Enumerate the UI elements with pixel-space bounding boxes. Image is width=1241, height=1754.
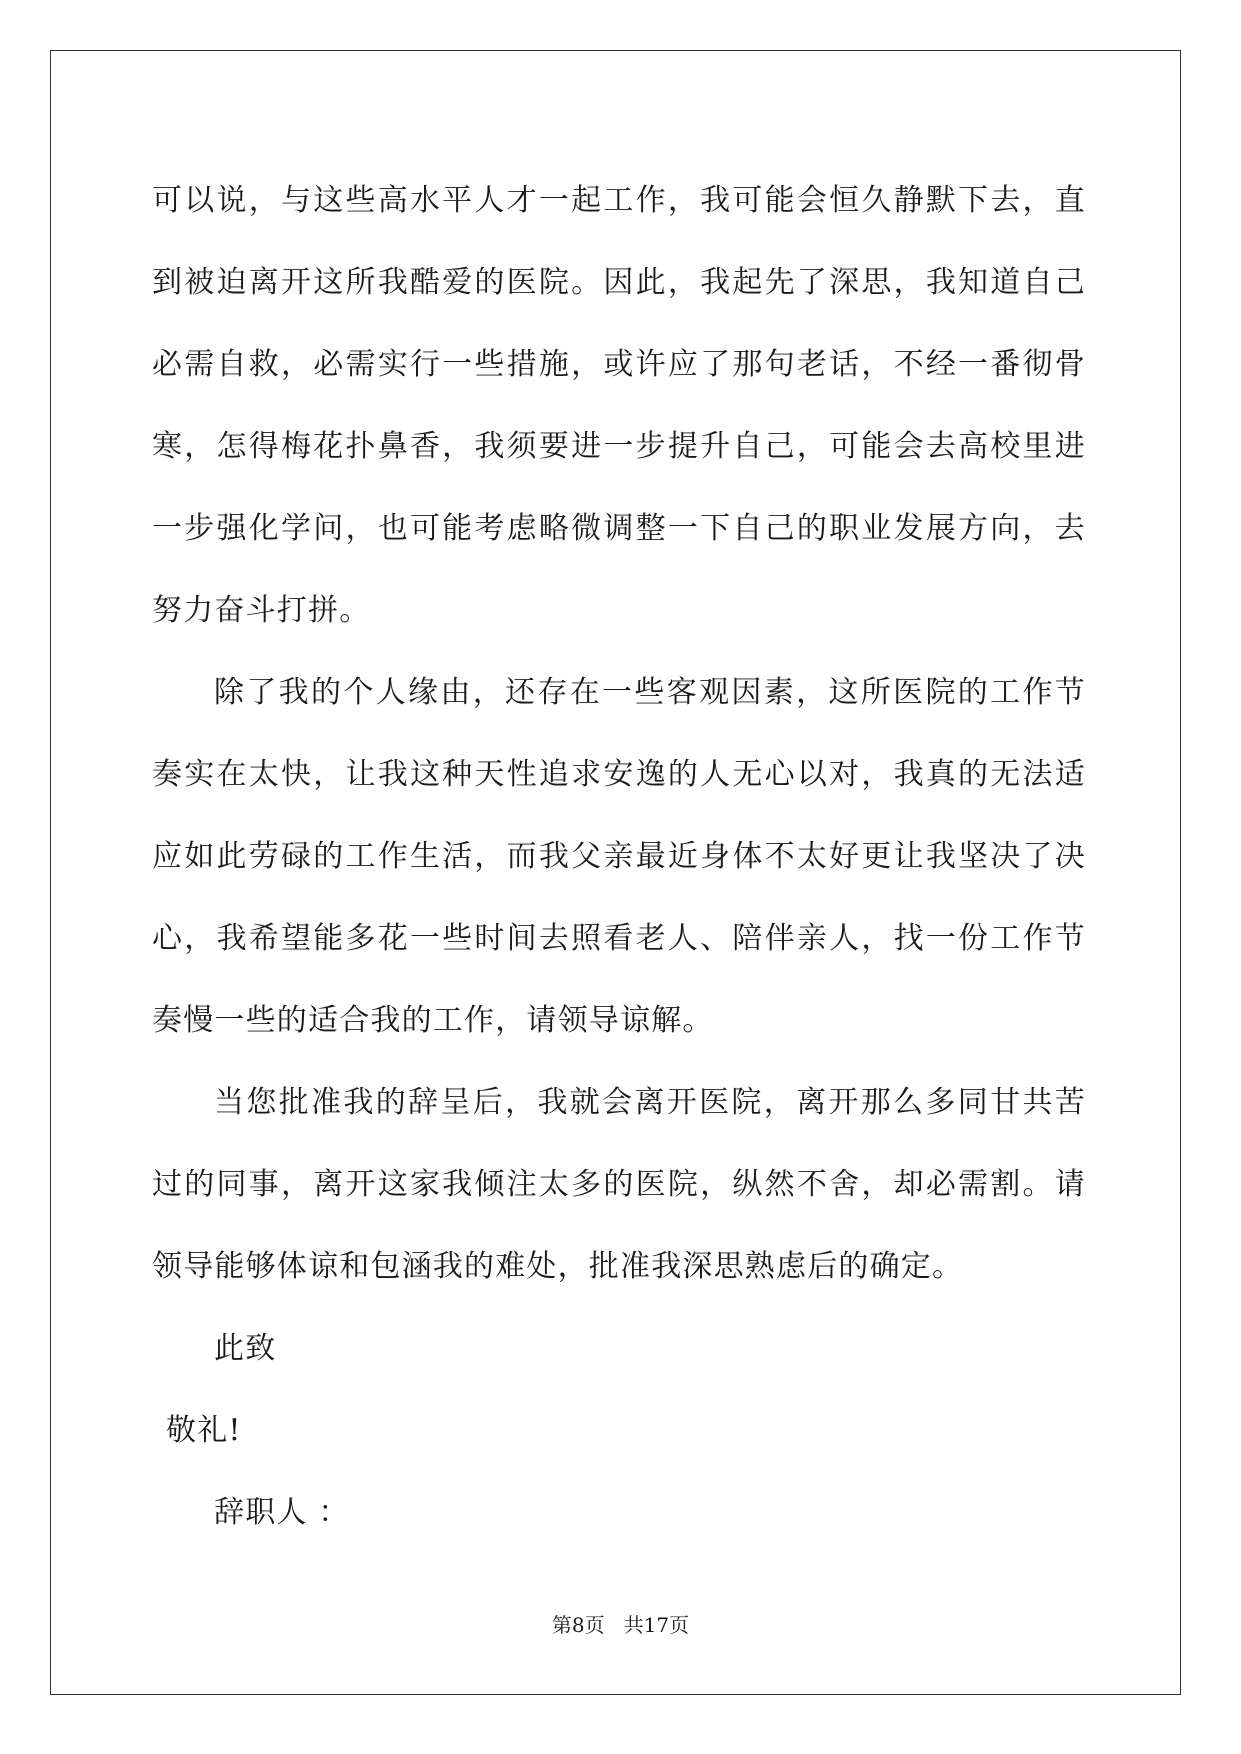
salute-text: 敬礼! (166, 1413, 242, 1448)
paragraph-3: 当您批准我的辞呈后，我就会离开医院，离开那么多同甘共苦过的同事，离开这家我倾注太多的医院，纵然不舍，却必需割。请领导能够体谅和包涵我的难处，批准我深思熟虑后的确定。 (152, 1085, 1086, 1284)
closing-text: 此致 (214, 1331, 277, 1366)
signature-label: 辞职人 ： (214, 1495, 350, 1530)
page-number: 第8页 共17页 (551, 1613, 690, 1637)
paragraph-2: 除了我的个人缘由，还存在一些客观因素，这所医院的工作节奏实在太快，让我这种天性追求安逸的人无心以对，我真的无法适应如此劳碌的工作生活，而我父亲最近身体不太好更让我坚决了决心，我希望能多花一些时间去照看老人、陪伴亲人，找一份工作节奏慢一些的适合我的工作，请领导谅解。 (152, 675, 1086, 1038)
page-footer (0, 1612, 1241, 1638)
paragraph-1: 可以说，与这些高水平人才一起工作，我可能会恒久静默下去，直到被迫离开这所我酷爱的医院。因此，我起先了深思，我知道自己必需自救，必需实行一些措施，或许应了那句老话，不经一番彻骨寒，怎得梅花扑鼻香，我须要进一步提升自己，可能会去高校里进一步强化学问，也可能考虑略微调整一下自己的职业发展方向，去努力奋斗打拼。 (152, 183, 1086, 628)
document-body (152, 160, 1086, 1554)
